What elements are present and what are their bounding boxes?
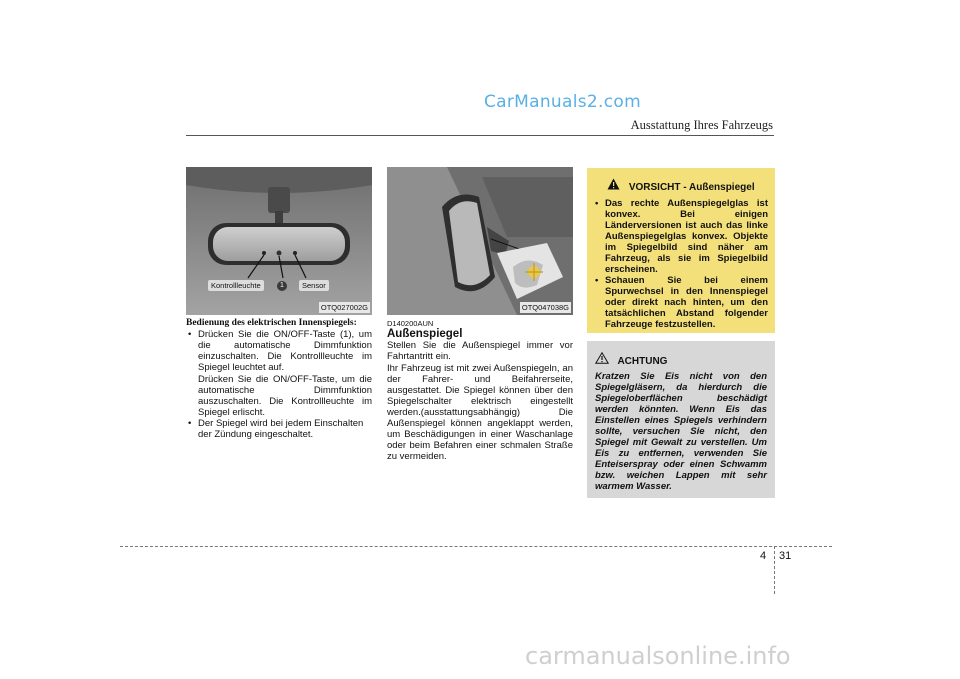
bullet-item bbox=[186, 329, 372, 418]
watermark-bottom: carmanualsonline.info bbox=[525, 642, 791, 670]
callout-kontrollleuchte: Kontrollleuchte bbox=[208, 280, 264, 291]
rearview-mirror-illustration bbox=[186, 167, 372, 315]
chapter-number: 4 bbox=[760, 550, 767, 562]
caution-header bbox=[595, 351, 775, 369]
paragraph: Stellen Sie die Außenspiegel immer vor Fahrtantritt ein. bbox=[387, 340, 573, 362]
left-bullet-list bbox=[186, 329, 372, 440]
exterior-mirror-illustration bbox=[387, 167, 573, 315]
mid-heading: Außenspiegel bbox=[387, 328, 463, 340]
callout-sensor: Sensor bbox=[299, 280, 329, 291]
left-heading: Bedienung des elektrischen Innenspiegels: bbox=[186, 318, 357, 328]
figure-code: OTQ047038G bbox=[521, 303, 569, 312]
page-divider bbox=[774, 546, 775, 594]
mid-column bbox=[387, 318, 573, 462]
caution-title: ACHTUNG bbox=[617, 356, 668, 368]
figure-rearview-mirror bbox=[186, 167, 372, 315]
section-code: D140200AUN bbox=[387, 319, 434, 328]
warning-list bbox=[593, 198, 768, 330]
caution-triangle-icon bbox=[595, 351, 609, 369]
bullet-text: • Der Spiegel wird bei jedem Einschalten der Zündung eingeschaltet. bbox=[198, 418, 364, 440]
warning-item: • Schauen Sie bei einem Spurwechsel in den Innenspiegel oder direkt nach hinten, um den tatsächlichen Abstand folgender Fahrzeuge festzustellen. bbox=[593, 275, 768, 330]
warning-triangle-icon bbox=[607, 177, 620, 195]
bullet-text: • Drücken Sie die ON/OFF-Taste (1), um die automatische Dimmfunktion einzuschalten. Die Kontrollleuchte im Spiegel leuchtet auf. bbox=[198, 329, 372, 373]
warning-item: • Das rechte Außenspiegelglas ist konvex. Bei einigen Länderversionen ist auch das linke Außenspiegelglas konvex. Objekte im Spiegelbild sind näher am Fahrzeug, als sie im Spiegelbild erscheinen. bbox=[593, 198, 768, 275]
header-rule bbox=[186, 135, 774, 136]
figure-exterior-mirror bbox=[387, 167, 573, 315]
warning-header bbox=[587, 177, 775, 195]
page-number: 31 bbox=[779, 550, 792, 562]
caution-box bbox=[587, 341, 775, 498]
section-title: Ausstattung Ihres Fahrzeugs bbox=[630, 118, 773, 132]
watermark-top: CarManuals2.com bbox=[484, 92, 641, 112]
bullet-text: Drücken Sie die ON/OFF-Taste, um die automatische Dimmfunktion auszuschalten. Die Kontrollleuchte im Spiegel erlischt. bbox=[198, 374, 372, 418]
callout-badge-1: 1 bbox=[277, 281, 287, 291]
warning-title-prefix: VORSICHT - bbox=[628, 182, 690, 194]
warning-box bbox=[587, 168, 775, 333]
paragraph: Ihr Fahrzeug ist mit zwei Außenspiegeln, an der Fahrer- und Beifahrerseite, ausgestattet. Die Spiegel können über den Spiegelschalter elektrisch eingestellt werden.(ausstattungsabhängig) Die Außenspiegel können angeklappt werden, um Beschädigungen in einer Waschanlage oder beim Befahren einer schmalen Straße zu vermeiden. bbox=[387, 363, 573, 462]
caution-text: Kratzen Sie Eis nicht von den Spiegelgläsern, da hierdurch die Spiegeloberflächen beschädigt werden könnten. Wenn Eis das Einstellen eines Spiegels verhindern sollte, versuchen Sie nicht, den Spiegel mit Gewalt zu verstellen. Um Eis zu entfernen, verwenden Sie Enteiserspray oder einen Schwamm bzw. weichen Lappen mit sehr warmem Wasser. bbox=[595, 371, 767, 493]
footer-rule bbox=[120, 546, 832, 547]
warning-title-main: Außenspiegel bbox=[689, 182, 755, 194]
left-column bbox=[186, 318, 372, 440]
figure-code: OTQ027002G bbox=[320, 303, 368, 312]
bullet-item bbox=[186, 418, 372, 440]
